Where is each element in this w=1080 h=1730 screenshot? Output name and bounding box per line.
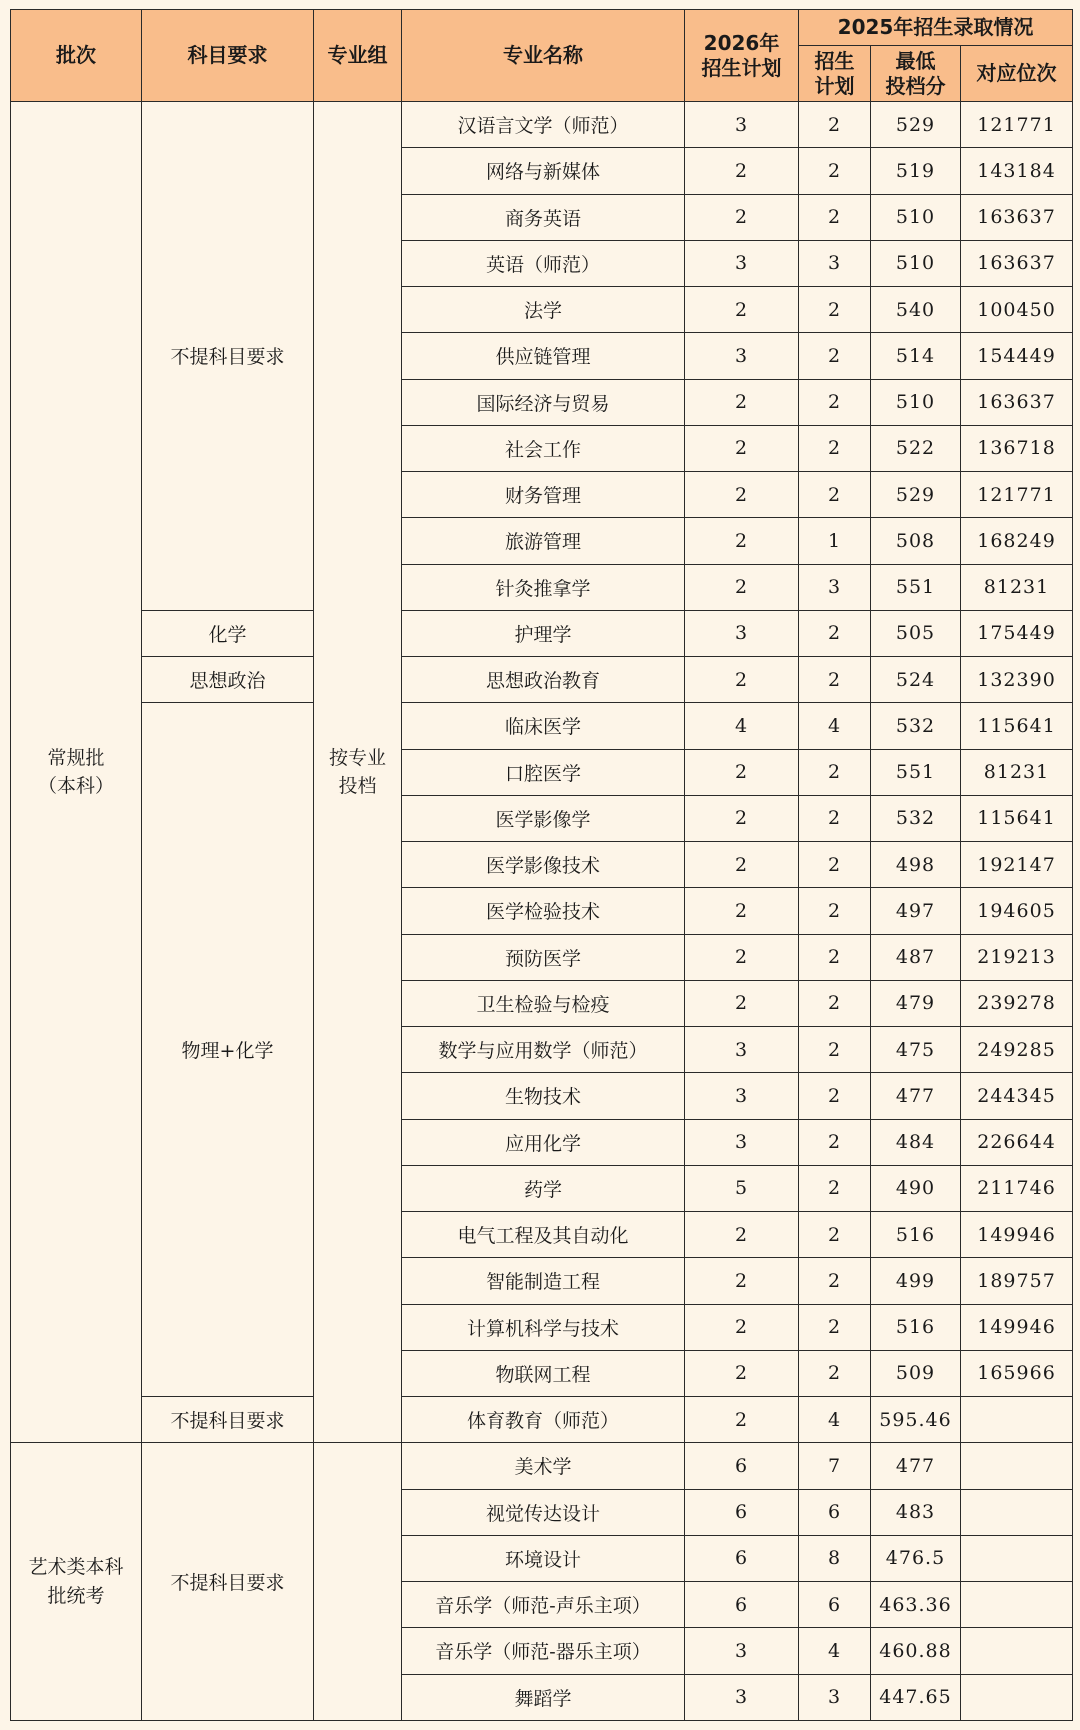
min-score-cell: 595.46 xyxy=(871,1397,961,1443)
header-min-score-line2: 投档分 xyxy=(885,73,946,98)
rank-cell xyxy=(961,1582,1073,1628)
min-score-cell: 487 xyxy=(871,934,961,980)
plan-2026-cell: 2 xyxy=(685,518,799,564)
table-row xyxy=(11,657,1073,703)
major-name-cell: 电气工程及其自动化 xyxy=(402,1212,685,1258)
header-plan-2026 xyxy=(685,10,799,102)
plan-2025-cell: 2 xyxy=(799,425,871,471)
plan-2025-cell: 2 xyxy=(799,980,871,1026)
plan-2025-cell: 2 xyxy=(799,610,871,656)
major-name-cell: 美术学 xyxy=(402,1443,685,1489)
plan-2025-cell: 2 xyxy=(799,1304,871,1350)
min-score-cell: 510 xyxy=(871,379,961,425)
plan-2026-cell: 2 xyxy=(685,842,799,888)
plan-2025-cell: 1 xyxy=(799,518,871,564)
table-row xyxy=(11,703,1073,749)
plan-2026-cell: 3 xyxy=(685,102,799,148)
rank-cell: 219213 xyxy=(961,934,1073,980)
plan-2025-cell: 6 xyxy=(799,1582,871,1628)
plan-2025-cell: 2 xyxy=(799,1258,871,1304)
table-row xyxy=(11,1397,1073,1443)
plan-2025-cell: 2 xyxy=(799,1073,871,1119)
subject-requirement-cell: 物理+化学 xyxy=(142,703,314,1397)
major-name-cell: 卫生检验与检疫 xyxy=(402,980,685,1026)
rank-cell: 115641 xyxy=(961,703,1073,749)
major-name-cell: 针灸推拿学 xyxy=(402,564,685,610)
major-name-cell: 音乐学（师范-器乐主项） xyxy=(402,1628,685,1674)
rank-cell: 194605 xyxy=(961,888,1073,934)
rank-cell xyxy=(961,1443,1073,1489)
header-2025-admission: 2025年招生录取情况 xyxy=(799,10,1073,46)
rank-cell: 149946 xyxy=(961,1304,1073,1350)
plan-2026-cell: 2 xyxy=(685,1212,799,1258)
major-name-cell: 汉语言文学（师范） xyxy=(402,102,685,148)
min-score-cell: 551 xyxy=(871,564,961,610)
plan-2025-cell: 2 xyxy=(799,934,871,980)
min-score-cell: 497 xyxy=(871,888,961,934)
major-group-cell xyxy=(314,102,402,1443)
min-score-cell: 463.36 xyxy=(871,1582,961,1628)
plan-2025-cell: 2 xyxy=(799,1027,871,1073)
plan-2025-cell: 2 xyxy=(799,1350,871,1396)
plan-2025-cell: 3 xyxy=(799,564,871,610)
major-group-cell xyxy=(314,1443,402,1721)
plan-2026-cell: 6 xyxy=(685,1443,799,1489)
plan-2026-cell: 6 xyxy=(685,1535,799,1581)
subject-requirement-cell: 化学 xyxy=(142,610,314,656)
plan-2026-cell: 2 xyxy=(685,379,799,425)
plan-2026-cell: 2 xyxy=(685,888,799,934)
plan-2025-cell: 2 xyxy=(799,1165,871,1211)
rank-cell: 244345 xyxy=(961,1073,1073,1119)
min-score-cell: 519 xyxy=(871,148,961,194)
rank-cell: 149946 xyxy=(961,1212,1073,1258)
batch-cell xyxy=(11,102,142,1443)
plan-2025-cell: 2 xyxy=(799,749,871,795)
major-name-cell: 应用化学 xyxy=(402,1119,685,1165)
min-score-cell: 490 xyxy=(871,1165,961,1211)
header-major-name: 专业名称 xyxy=(402,10,685,102)
rank-cell: 175449 xyxy=(961,610,1073,656)
min-score-cell: 532 xyxy=(871,703,961,749)
min-score-cell: 475 xyxy=(871,1027,961,1073)
major-name-cell: 物联网工程 xyxy=(402,1350,685,1396)
plan-2025-cell: 2 xyxy=(799,472,871,518)
plan-2026-cell: 3 xyxy=(685,1119,799,1165)
rank-cell: 163637 xyxy=(961,240,1073,286)
min-score-cell: 505 xyxy=(871,610,961,656)
plan-2025-cell: 2 xyxy=(799,194,871,240)
major-name-cell: 口腔医学 xyxy=(402,749,685,795)
rank-cell: 249285 xyxy=(961,1027,1073,1073)
rank-cell: 132390 xyxy=(961,657,1073,703)
rank-cell: 143184 xyxy=(961,148,1073,194)
plan-2026-cell: 4 xyxy=(685,703,799,749)
rank-cell: 136718 xyxy=(961,425,1073,471)
plan-2026-cell: 3 xyxy=(685,1628,799,1674)
plan-2026-cell: 2 xyxy=(685,472,799,518)
plan-2026-cell: 2 xyxy=(685,1258,799,1304)
rank-cell: 121771 xyxy=(961,102,1073,148)
plan-2026-cell: 5 xyxy=(685,1165,799,1211)
plan-2025-cell: 4 xyxy=(799,703,871,749)
major-name-cell: 预防医学 xyxy=(402,934,685,980)
rank-cell: 239278 xyxy=(961,980,1073,1026)
min-score-cell: 514 xyxy=(871,333,961,379)
rank-cell: 81231 xyxy=(961,749,1073,795)
plan-2026-cell: 2 xyxy=(685,795,799,841)
rank-cell xyxy=(961,1674,1073,1721)
header-plan-2026-line2: 招生计划 xyxy=(701,55,782,80)
plan-2025-cell: 2 xyxy=(799,1212,871,1258)
major-name-cell: 思想政治教育 xyxy=(402,657,685,703)
major-name-cell: 视觉传达设计 xyxy=(402,1489,685,1535)
plan-2026-cell: 3 xyxy=(685,610,799,656)
rank-cell: 100450 xyxy=(961,287,1073,333)
min-score-cell: 509 xyxy=(871,1350,961,1396)
major-name-cell: 网络与新媒体 xyxy=(402,148,685,194)
header-plan-2026-line1: 2026年 xyxy=(703,30,780,55)
batch-cell xyxy=(11,1443,142,1721)
plan-2026-cell: 3 xyxy=(685,333,799,379)
major-name-cell: 医学影像技术 xyxy=(402,842,685,888)
major-name-cell: 体育教育（师范） xyxy=(402,1397,685,1443)
plan-2025-cell: 2 xyxy=(799,657,871,703)
table-row xyxy=(11,102,1073,148)
plan-2026-cell: 3 xyxy=(685,1073,799,1119)
header-plan-2025-line1: 招生 xyxy=(814,48,855,73)
rank-cell: 81231 xyxy=(961,564,1073,610)
plan-2026-cell: 6 xyxy=(685,1582,799,1628)
min-score-cell: 524 xyxy=(871,657,961,703)
major-name-cell: 智能制造工程 xyxy=(402,1258,685,1304)
admission-table xyxy=(10,9,1073,1721)
plan-2025-cell: 2 xyxy=(799,333,871,379)
plan-2026-cell: 2 xyxy=(685,564,799,610)
major-name-cell: 国际经济与贸易 xyxy=(402,379,685,425)
batch-cell-line: 批统考 xyxy=(47,1584,105,1607)
major-group-cell-line: 投档 xyxy=(338,775,377,798)
table-row xyxy=(11,610,1073,656)
major-name-cell: 供应链管理 xyxy=(402,333,685,379)
plan-2025-cell: 8 xyxy=(799,1535,871,1581)
plan-2025-cell: 2 xyxy=(799,842,871,888)
major-group-cell-line: 按专业 xyxy=(328,746,386,769)
plan-2026-cell: 2 xyxy=(685,425,799,471)
plan-2026-cell: 2 xyxy=(685,287,799,333)
min-score-cell: 529 xyxy=(871,102,961,148)
plan-2026-cell: 2 xyxy=(685,1350,799,1396)
plan-2026-cell: 2 xyxy=(685,194,799,240)
header-rank: 对应位次 xyxy=(961,46,1073,102)
min-score-cell: 498 xyxy=(871,842,961,888)
plan-2026-cell: 2 xyxy=(685,934,799,980)
rank-cell: 163637 xyxy=(961,379,1073,425)
rank-cell: 189757 xyxy=(961,1258,1073,1304)
major-name-cell: 舞蹈学 xyxy=(402,1674,685,1721)
rank-cell xyxy=(961,1489,1073,1535)
min-score-cell: 529 xyxy=(871,472,961,518)
plan-2026-cell: 3 xyxy=(685,1027,799,1073)
rank-cell xyxy=(961,1628,1073,1674)
min-score-cell: 510 xyxy=(871,194,961,240)
plan-2025-cell: 3 xyxy=(799,1674,871,1721)
plan-2025-cell: 2 xyxy=(799,148,871,194)
major-name-cell: 英语（师范） xyxy=(402,240,685,286)
rank-cell: 163637 xyxy=(961,194,1073,240)
plan-2026-cell: 2 xyxy=(685,1304,799,1350)
header-subject-requirement: 科目要求 xyxy=(142,10,314,102)
subject-requirement-cell: 不提科目要求 xyxy=(142,1397,314,1443)
plan-2026-cell: 6 xyxy=(685,1489,799,1535)
min-score-cell: 484 xyxy=(871,1119,961,1165)
plan-2025-cell: 6 xyxy=(799,1489,871,1535)
plan-2026-cell: 2 xyxy=(685,657,799,703)
header-major-group: 专业组 xyxy=(314,10,402,102)
min-score-cell: 540 xyxy=(871,287,961,333)
plan-2025-cell: 2 xyxy=(799,1119,871,1165)
min-score-cell: 516 xyxy=(871,1304,961,1350)
min-score-cell: 477 xyxy=(871,1443,961,1489)
rank-cell: 168249 xyxy=(961,518,1073,564)
table-body xyxy=(11,102,1073,1721)
rank-cell: 165966 xyxy=(961,1350,1073,1396)
major-name-cell: 计算机科学与技术 xyxy=(402,1304,685,1350)
subject-requirement-cell: 不提科目要求 xyxy=(142,102,314,611)
plan-2025-cell: 4 xyxy=(799,1628,871,1674)
plan-2025-cell: 7 xyxy=(799,1443,871,1489)
header-min-score-line1: 最低 xyxy=(895,48,936,73)
batch-cell-line: 常规批 xyxy=(47,746,105,769)
min-score-cell: 516 xyxy=(871,1212,961,1258)
major-name-cell: 旅游管理 xyxy=(402,518,685,564)
major-name-cell: 医学影像学 xyxy=(402,795,685,841)
plan-2025-cell: 3 xyxy=(799,240,871,286)
subject-requirement-cell: 不提科目要求 xyxy=(142,1443,314,1721)
major-name-cell: 音乐学（师范-声乐主项） xyxy=(402,1582,685,1628)
header-plan-2025-line2: 计划 xyxy=(814,73,855,98)
header-min-score xyxy=(871,46,961,102)
major-name-cell: 临床医学 xyxy=(402,703,685,749)
plan-2026-cell: 2 xyxy=(685,980,799,1026)
min-score-cell: 476.5 xyxy=(871,1535,961,1581)
header-batch: 批次 xyxy=(11,10,142,102)
table-row xyxy=(11,1443,1073,1489)
min-score-cell: 510 xyxy=(871,240,961,286)
major-name-cell: 数学与应用数学（师范） xyxy=(402,1027,685,1073)
min-score-cell: 499 xyxy=(871,1258,961,1304)
plan-2026-cell: 3 xyxy=(685,240,799,286)
major-name-cell: 环境设计 xyxy=(402,1535,685,1581)
rank-cell xyxy=(961,1535,1073,1581)
min-score-cell: 447.65 xyxy=(871,1674,961,1721)
batch-cell-line: 艺术类本科 xyxy=(28,1556,124,1579)
header-plan-2025 xyxy=(799,46,871,102)
major-name-cell: 财务管理 xyxy=(402,472,685,518)
plan-2026-cell: 2 xyxy=(685,749,799,795)
min-score-cell: 551 xyxy=(871,749,961,795)
min-score-cell: 483 xyxy=(871,1489,961,1535)
min-score-cell: 479 xyxy=(871,980,961,1026)
rank-cell: 154449 xyxy=(961,333,1073,379)
major-name-cell: 社会工作 xyxy=(402,425,685,471)
min-score-cell: 532 xyxy=(871,795,961,841)
major-name-cell: 医学检验技术 xyxy=(402,888,685,934)
major-name-cell: 法学 xyxy=(402,287,685,333)
plan-2025-cell: 2 xyxy=(799,102,871,148)
plan-2025-cell: 2 xyxy=(799,287,871,333)
min-score-cell: 508 xyxy=(871,518,961,564)
plan-2025-cell: 2 xyxy=(799,379,871,425)
major-name-cell: 药学 xyxy=(402,1165,685,1211)
rank-cell: 226644 xyxy=(961,1119,1073,1165)
plan-2025-cell: 4 xyxy=(799,1397,871,1443)
rank-cell xyxy=(961,1397,1073,1443)
rank-cell: 115641 xyxy=(961,795,1073,841)
rank-cell: 121771 xyxy=(961,472,1073,518)
plan-2026-cell: 2 xyxy=(685,148,799,194)
major-name-cell: 商务英语 xyxy=(402,194,685,240)
subject-requirement-cell: 思想政治 xyxy=(142,657,314,703)
plan-2026-cell: 2 xyxy=(685,1397,799,1443)
min-score-cell: 477 xyxy=(871,1073,961,1119)
rank-cell: 211746 xyxy=(961,1165,1073,1211)
major-name-cell: 护理学 xyxy=(402,610,685,656)
plan-2025-cell: 2 xyxy=(799,888,871,934)
min-score-cell: 522 xyxy=(871,425,961,471)
plan-2025-cell: 2 xyxy=(799,795,871,841)
plan-2026-cell: 3 xyxy=(685,1674,799,1721)
batch-cell-line: （本科） xyxy=(37,775,114,798)
major-name-cell: 生物技术 xyxy=(402,1073,685,1119)
min-score-cell: 460.88 xyxy=(871,1628,961,1674)
rank-cell: 192147 xyxy=(961,842,1073,888)
